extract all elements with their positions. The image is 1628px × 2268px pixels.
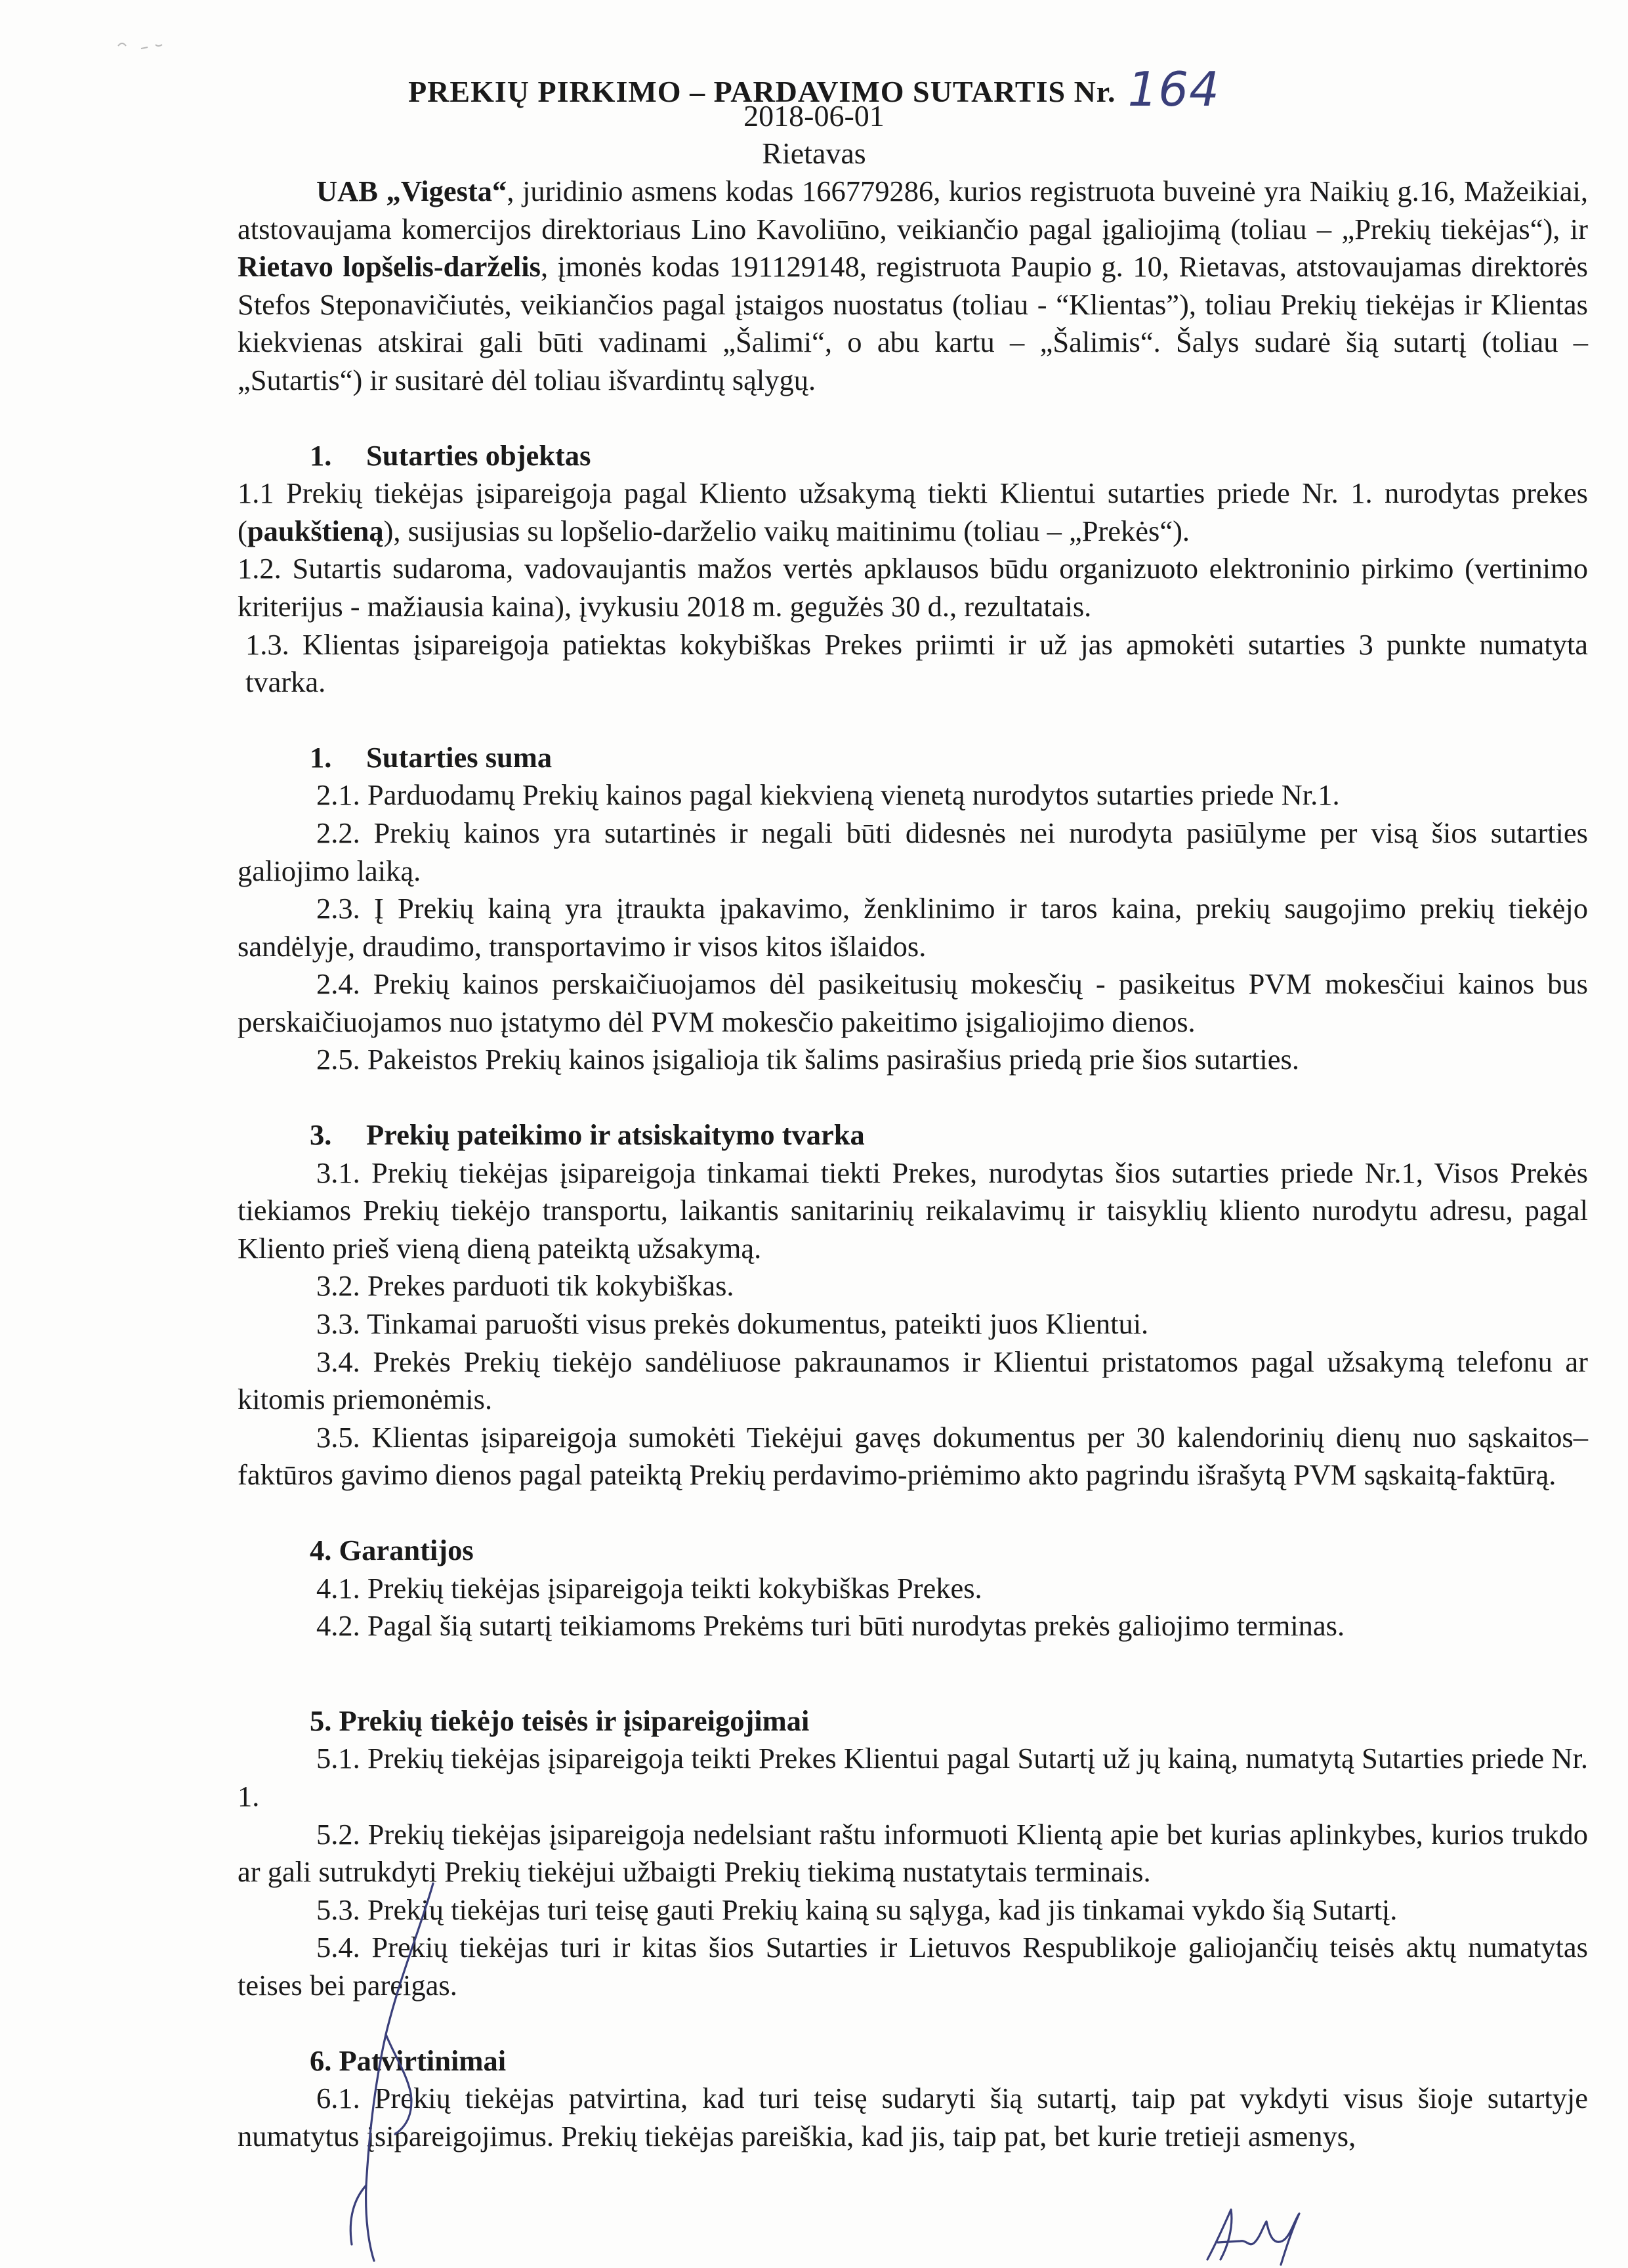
clause-2-4: 2.4. Prekių kainos perskaičiuojamos dėl pasikeitusių mokesčių - pasikeitus PVM mokesčiui kainos bus perskaičiuojamos nuo įstatymo dėl PVM mokesčio pakeitimo įsigaliojimo dienos. xyxy=(238,967,1588,1038)
document-body xyxy=(238,173,1588,2155)
clause-2-2: 2.2. Prekių kainos yra sutartinės ir negali būti didesnės nei nurodyta pasiūlyme per visą šios sutarties galiojimo laiką. xyxy=(238,816,1588,887)
section-2-heading: 1. Sutarties suma xyxy=(310,740,553,774)
party2-name: Rietavo lopšelis-darželis xyxy=(238,250,541,284)
clause-2-5: 2.5. Pakeistos Prekių kainos įsigalioja tik šalims pasirašius priedą prie šios sutarties. xyxy=(316,1043,1299,1076)
section-5-heading: 5. Prekių tiekėjo teisės ir įsipareigojimai xyxy=(310,1704,810,1737)
clause-3-4: 3.4. Prekės Prekių tiekėjo sandėliuose pakraunamos ir Klientui pristatomos pagal užsakymą telefonu ar kitomis priemonėmis. xyxy=(238,1345,1588,1416)
clause-1-3: 1.3. Klientas įsipareigoja patiektas kokybiškas Prekes priimti ir už jas apmokėti sutarties 3 punkte numatyta tvarka. xyxy=(245,627,1588,699)
clause-5-2: 5.2. Prekių tiekėjas įsipareigoja nedelsiant raštu informuoti Klientą apie bet kurias aplinkybes, kurios trukdo ar gali sutrukdyti Prekių tiekėjui užbaigti Prekių tiekimą nustatytais terminais. xyxy=(238,1817,1588,1889)
clause-2-3: 2.3. Į Prekių kainą yra įtraukta įpakavimo, ženklinimo ir taros kaina, prekių saugojimo prekių tiekėjo sandėlyje, draudimo, transportavimo ir visos kitos išlaidos. xyxy=(238,892,1588,963)
clause-5-1: 5.1. Prekių tiekėjas įsipareigoja teikti Prekes Klientui pagal Sutartį už jų kainą, numatytą Sutarties priede Nr. 1. xyxy=(238,1742,1588,1813)
clause-1-1: 1.1 Prekių tiekėjas įsipareigoja pagal Kliento užsakymą tiekti Klientui sutarties priede Nr. 1. nurodytas prekes (paukštieną), susijusias su lopšelio-darželio vaikų maitinimu (toliau – „Prekės“). xyxy=(238,476,1588,547)
document-date: 2018-06-01 xyxy=(743,99,885,133)
clause-3-2: 3.2. Prekes parduoti tik kokybiškas. xyxy=(316,1269,734,1303)
clause-5-4: 5.4. Prekių tiekėjas turi ir kitas šios Sutarties ir Lietuvos Respublikoje galiojančių teisės aktų numatytas teises bei pareigas. xyxy=(238,1931,1588,2002)
title-text: PREKIŲ PIRKIMO – PARDAVIMO SUTARTIS Nr. xyxy=(408,75,1116,108)
clause-2-1: 2.1. Parduodamų Prekių kainos pagal kiekvieną vienetą nurodytos sutarties priede Nr.1. xyxy=(316,778,1340,812)
clause-6-1: 6.1. Prekių tiekėjas patvirtina, kad turi teisę sudaryti šią sutartį, taip pat vykdyti visus šioje sutartyje numatytus įsipareigojimus. Prekių tiekėjas pareiškia, kad jis, taip pat, bet kurie tretieji asmenys, xyxy=(238,2082,1588,2152)
section-4-heading: 4. Garantijos xyxy=(310,1534,474,1566)
document-place: Rietavas xyxy=(762,136,866,170)
handwritten-contract-number: 164 xyxy=(1127,62,1220,117)
clause-3-1: 3.1. Prekių tiekėjas įsipareigoja tinkamai tiekti Prekes, nurodytas šios sutarties priede Nr.1, Visos Prekės tiekiamos Prekių tiekėjo transportu, laikantis sanitarinių reikalavimų ir taisyklių kliento nurodytu adresu, pagal Kliento prieš vieną dieną pateiktą užsakymą. xyxy=(238,1156,1588,1265)
clause-5-3: 5.3. Prekių tiekėjas turi teisę gauti Prekių kainą su sąlyga, kad jis tinkamai vykdo šią Sutartį. xyxy=(316,1893,1398,1926)
clause-1-2: 1.2. Sutartis sudaroma, vadovaujantis mažos vertės apklausos būdu organizuoto elektroninio pirkimo (vertinimo kriterijus - mažiausia kaina), įvykusiu 2018 m. gegužės 30 d., rezultatais. xyxy=(238,552,1588,623)
section-3-heading: 3. Prekių pateikimo ir atsiskaitymo tvarka xyxy=(310,1118,865,1152)
clause-3-3: 3.3. Tinkamai paruošti visus prekės dokumentus, pateikti juos Klientui. xyxy=(316,1307,1149,1341)
intro-paragraph: UAB „Vigesta“, juridinio asmens kodas 166779286, kurios registruota buveinė yra Naikių g.16, Mažeikiai, atstovaujama komercijos direktoriaus Lino Kavoliūno, veikiančio pagal įgaliojimą (toliau – „Prekių tiekėjas“), ir Rietavo lopšelis-darželis, įmonės kodas 191129148, registruota Paupio g. 10, Rietavas, atstovaujamas direktorės Stefos Steponavičiutės, veikiančios pagal įstaigos nuostatus (toliau - “Klientas”), toliau Prekių tiekėjas ir Klientas kiekvienas atskirai gali būti vadinami „Šalimi“, o abu kartu – „Šalimis“. Šalys sudarė šią sutartį (toliau – „Sutartis“) ir susitarė dėl toliau išvardintų sąlygų. xyxy=(238,175,1588,396)
clause-4-1: 4.1. Prekių tiekėjas įsipareigoja teikti kokybiškas Prekes. xyxy=(316,1571,982,1605)
clause-3-5: 3.5. Klientas įsipareigoja sumokėti Tiekėjui gavęs dokumentus per 30 kalendorinių dienų nuo sąskaitos–faktūros gavimo dienos pagal pateiktą Prekių perdavimo-priėmimo akto pagrindu išrašytą PVM sąskaitą-faktūrą. xyxy=(238,1420,1588,1492)
section-1-heading: 1. Sutarties objektas xyxy=(310,438,591,472)
section-6-heading: 6. Patvirtinimai xyxy=(310,2044,507,2077)
clause-4-2: 4.2. Pagal šią sutartį teikiamoms Prekėms turi būti nurodytas prekės galiojimo terminas. xyxy=(316,1609,1345,1643)
initials-signature xyxy=(1194,2202,1312,2267)
scan-speck xyxy=(115,33,194,59)
party1-name: UAB „Vigesta“ xyxy=(316,175,507,207)
